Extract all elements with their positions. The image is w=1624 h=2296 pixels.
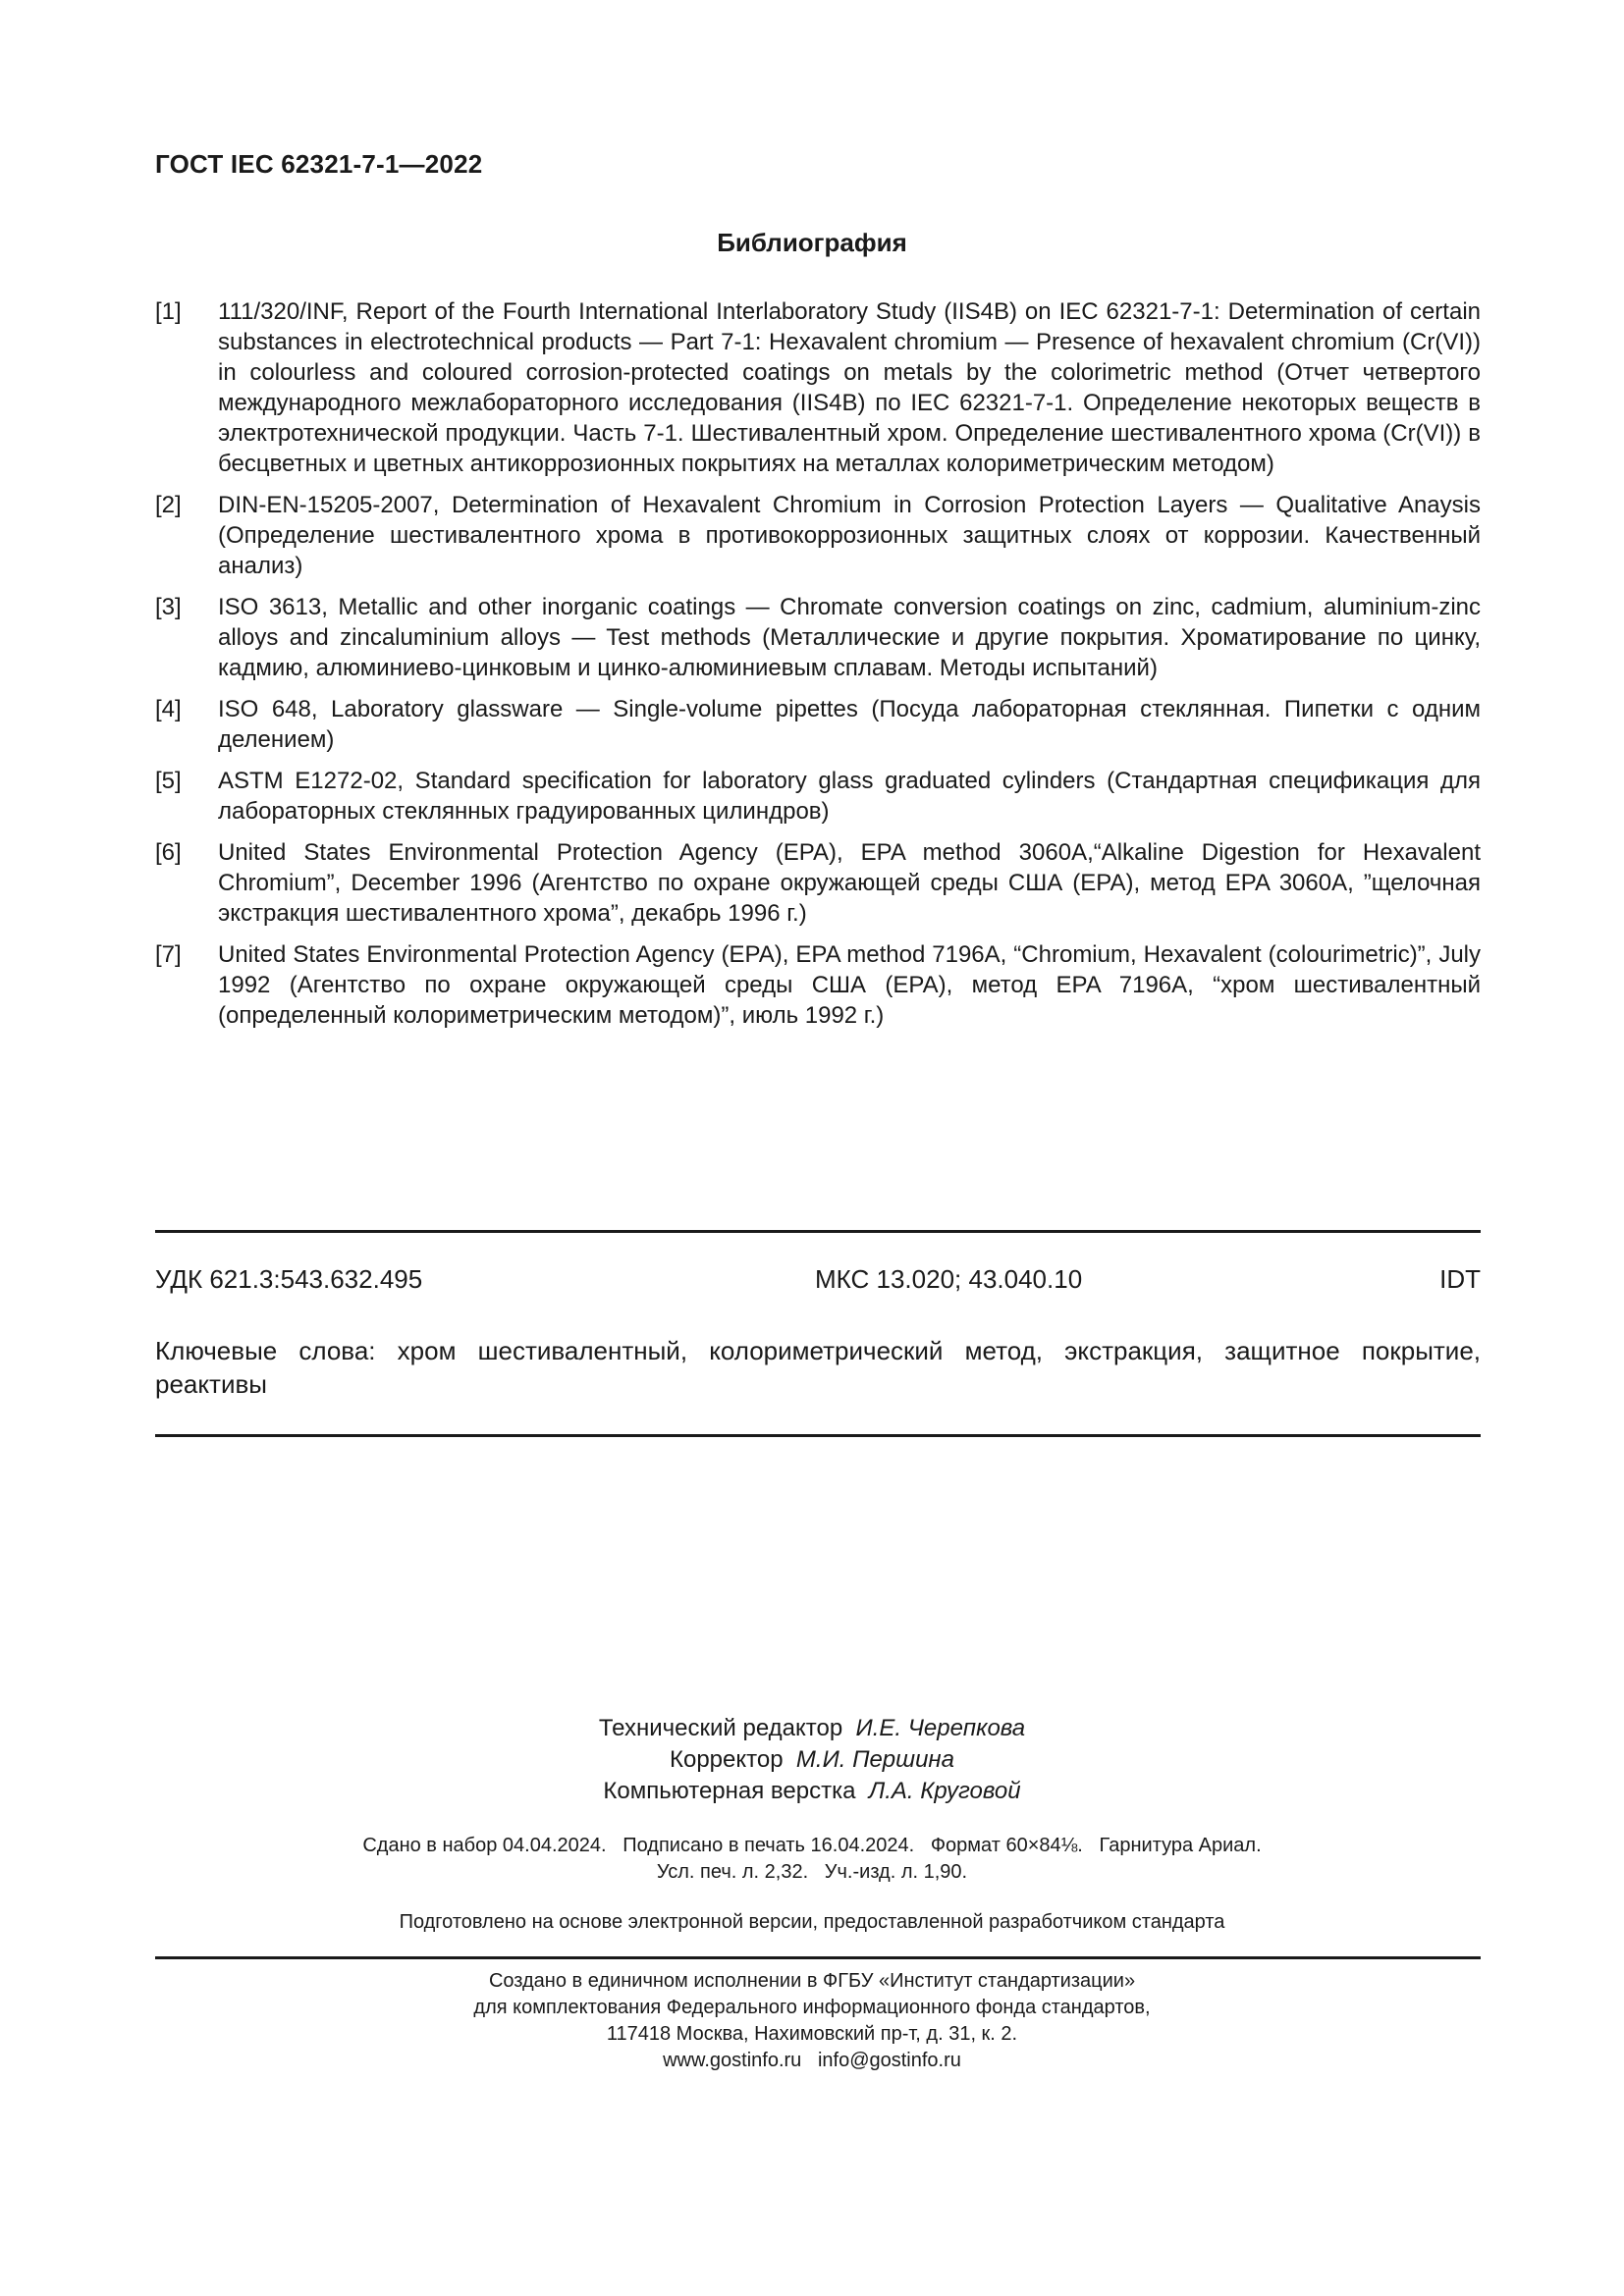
bibliography-item-text: ISO 3613, Metallic and other inorganic coatings — Chromate conversion coatings on zinc, cadmium, aluminium-zinc alloys and zincaluminium alloys — Test methods (Металлические и другие покрытия. Хроматирование по цинку, кадмию, алюминиево-цинковым и цинко-алюминиевым сплавам. Методы испытаний) bbox=[218, 594, 1481, 681]
bibliography-item bbox=[155, 490, 1481, 581]
publisher-contacts: www.gostinfo.ru info@gostinfo.ru bbox=[663, 2050, 961, 2071]
bibliography-item-number: [6] bbox=[155, 839, 182, 866]
divider bbox=[155, 1434, 1481, 1437]
bibliography-item bbox=[155, 939, 1481, 1031]
keywords: Ключевые слова: хром шестивалентный, колориметрический метод, экстракция, защитное покрытие, реактивы bbox=[155, 1336, 1481, 1399]
layout-label: Компьютерная верстка bbox=[603, 1778, 856, 1804]
bibliography-item-text: ASTM E1272-02, Standard specification for laboratory glass graduated cylinders (Стандартная спецификация для лабораторных стеклянных градуированных цилиндров) bbox=[218, 768, 1481, 825]
publisher-line: для комплектования Федерального информационного фонда стандартов, bbox=[473, 1997, 1151, 2018]
bibliography-title: Библиография bbox=[717, 228, 907, 257]
bibliography-item-text: United States Environmental Protection Agency (EPA), EPA method 7196A, “Chromium, Hexavalent (colourimetric)”, July 1992 (Агентство по охране окружающей среды США (EPA), метод EPA 7196A, “хром шестивалентный (определенный колориметрическим методом)”, июль 1992 г.) bbox=[218, 941, 1481, 1029]
bibliography-item-number: [5] bbox=[155, 768, 182, 794]
publisher-line: 117418 Москва, Нахимовский пр-т, д. 31, к. 2. bbox=[606, 2023, 1018, 2045]
tech-editor-line bbox=[0, 1713, 1624, 1744]
layout-name: Л.А. Круговой bbox=[868, 1778, 1021, 1804]
idt-code: IDT bbox=[1439, 1264, 1481, 1294]
bibliography-item bbox=[155, 837, 1481, 929]
document-header: ГОСТ IEC 62321-7-1—2022 bbox=[155, 149, 483, 179]
tech-editor-label: Технический редактор bbox=[598, 1715, 843, 1741]
print-info-line: Усл. печ. л. 2,32. Уч.-изд. л. 1,90. bbox=[656, 1861, 968, 1883]
corrector-name: М.И. Першина bbox=[795, 1746, 954, 1773]
divider bbox=[155, 1230, 1481, 1233]
print-info bbox=[0, 1833, 1624, 1886]
bibliography-list bbox=[155, 296, 1481, 1041]
bibliography-item-number: [3] bbox=[155, 594, 182, 620]
bibliography-item-text: DIN-EN-15205-2007, Determination of Hexavalent Chromium in Corrosion Protection Layers — Qualitative Anaysis (Определение шестивалентного хрома в противокоррозионных защитных слоях от коррозии. Качественный анализ) bbox=[218, 492, 1481, 579]
udk-code: УДК 621.3:543.632.495 bbox=[155, 1264, 423, 1294]
bibliography-item bbox=[155, 766, 1481, 827]
publisher-info bbox=[0, 1968, 1624, 2074]
corrector-label: Корректор bbox=[670, 1746, 784, 1773]
layout-line bbox=[0, 1776, 1624, 1807]
tech-editor-name: И.Е. Черепкова bbox=[855, 1715, 1026, 1741]
bibliography-item bbox=[155, 592, 1481, 683]
corrector-line bbox=[0, 1744, 1624, 1776]
bibliography-item-number: [2] bbox=[155, 492, 182, 518]
bibliography-item-text: United States Environmental Protection Agency (EPA), EPA method 3060A,“Alkaline Digestion for Hexavalent Chromium”, December 1996 (Агентство по охране окружающей среды США (EPA), метод EPA 3060A, ”щелочная экстракция шестивалентного хрома”, декабрь 1996 г.) bbox=[218, 839, 1481, 927]
bibliography-item-text: ISO 648, Laboratory glassware — Single-volume pipettes (Посуда лабораторная стеклянная. Пипетки с одним делением) bbox=[218, 696, 1481, 753]
bibliography-item-number: [7] bbox=[155, 941, 182, 968]
mks-code: МКС 13.020; 43.040.10 bbox=[815, 1264, 1083, 1294]
bibliography-item bbox=[155, 694, 1481, 755]
divider bbox=[155, 1956, 1481, 1959]
staff-credits bbox=[0, 1713, 1624, 1807]
bibliography-item-number: [4] bbox=[155, 696, 182, 722]
bibliography-item-number: [1] bbox=[155, 298, 182, 325]
publisher-line: Создано в единичном исполнении в ФГБУ «Институт стандартизации» bbox=[488, 1970, 1136, 1992]
print-info-line: Сдано в набор 04.04.2024. Подписано в печать 16.04.2024. Формат 60×84⅛. Гарнитура Ариал. bbox=[362, 1835, 1262, 1856]
bibliography-item bbox=[155, 296, 1481, 479]
bibliography-item-text: 111/320/INF, Report of the Fourth International Interlaboratory Study (IIS4B) on IEC 62321-7-1: Determination of certain substances in electrotechnical products — Part 7-1: Hexavalent chromium — Presence of hexavalent chromium (Cr(VI)) in colourless and coloured corrosion-protected coatings on metals by the colorimetric method (Отчет четвертого международного межлабораторного исследования (IIS4B) по IEC 62321-7-1. Определение некоторых веществ в электротехнической продукции. Часть 7-1. Шестивалентный хром. Определение шестивалентного хрома (Cr(VI)) в бесцветных и цветных антикоррозионных покрытиях на металлах колориметрическим методом) bbox=[218, 298, 1481, 477]
prepared-note: Подготовлено на основе электронной версии, предоставленной разработчиком стандарта bbox=[399, 1911, 1225, 1933]
